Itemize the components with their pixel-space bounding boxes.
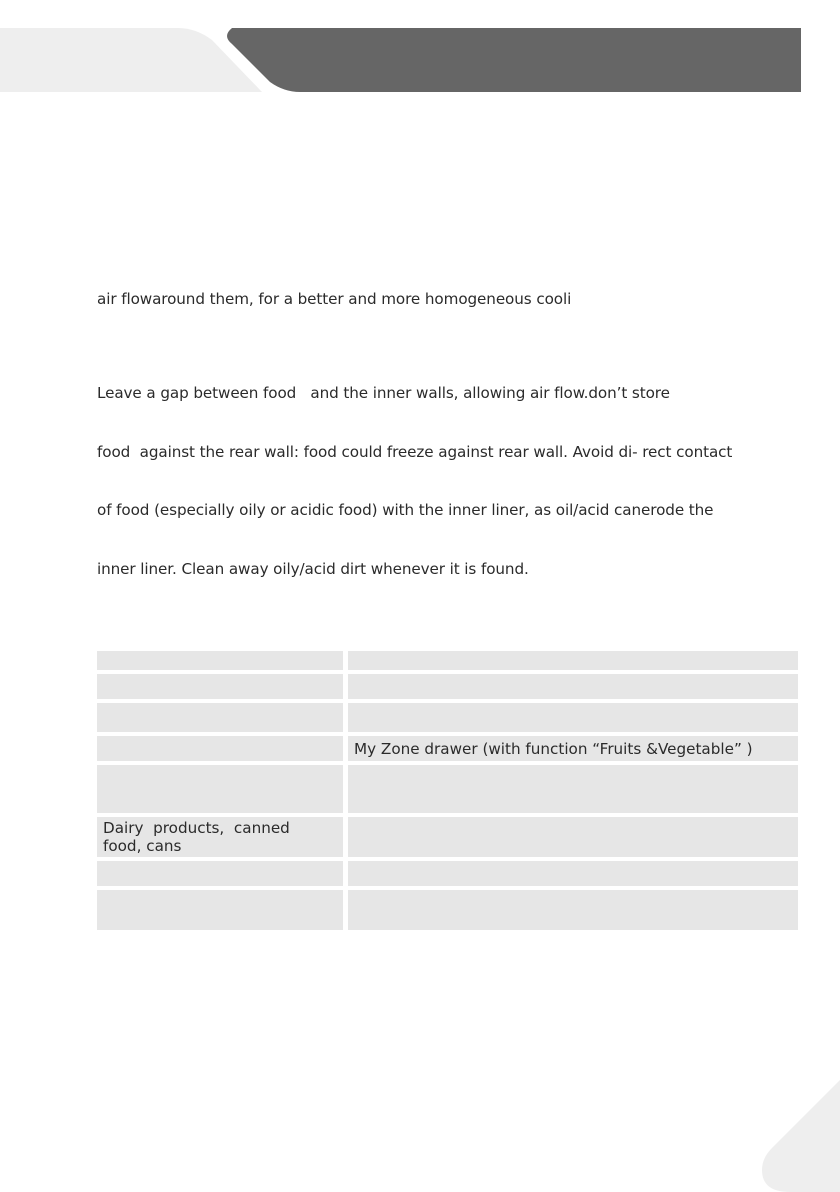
storage-location-cell (348, 703, 798, 736)
food-storage-table (97, 651, 798, 934)
storage-location-cell (348, 817, 798, 861)
storage-location-cell (348, 674, 798, 703)
table-row (97, 817, 798, 861)
table-row (97, 736, 798, 765)
paragraph-line: inner liner. Clean away oily/acid dirt whenever it is found. (97, 559, 529, 578)
storage-location-cell (348, 651, 798, 674)
paragraph-food-gap (97, 345, 797, 599)
food-type-cell (97, 890, 348, 934)
table-row (97, 861, 798, 890)
header-left-tab (0, 28, 262, 92)
storage-location-cell (348, 765, 798, 817)
food-type-cell (97, 765, 348, 817)
header-right-tab (227, 28, 801, 92)
paragraph-air-flow: air flowaround them, for a better and more homogeneous cooli (97, 290, 572, 308)
table-row (97, 890, 798, 934)
footer-corner-tab (762, 1080, 840, 1192)
food-type-cell (97, 651, 348, 674)
footer-corner-decoration (750, 1070, 840, 1192)
food-type-cell (97, 736, 348, 765)
food-type-cell (97, 674, 348, 703)
table-row (97, 703, 798, 736)
paragraph-line: Leave a gap between food and the inner walls, allowing air flow.don’t store (97, 384, 670, 402)
storage-location-cell (348, 861, 798, 890)
table-row (97, 651, 798, 674)
food-type-cell (97, 861, 348, 890)
table-row (97, 674, 798, 703)
food-type-cell (97, 703, 348, 736)
storage-location-cell (348, 890, 798, 934)
header-decoration (0, 0, 840, 100)
table-row (97, 765, 798, 817)
paragraph-line: food against the rear wall: food could freeze against rear wall. Avoid di- rect contact (97, 442, 733, 461)
food-type-cell: Dairy products, canned food, cans (97, 817, 348, 861)
paragraph-line: of food (especially oily or acidic food) with the inner liner, as oil/acid canerode the (97, 501, 714, 519)
storage-location-cell: My Zone drawer (with function “Fruits &Vegetable” ) (348, 736, 798, 765)
